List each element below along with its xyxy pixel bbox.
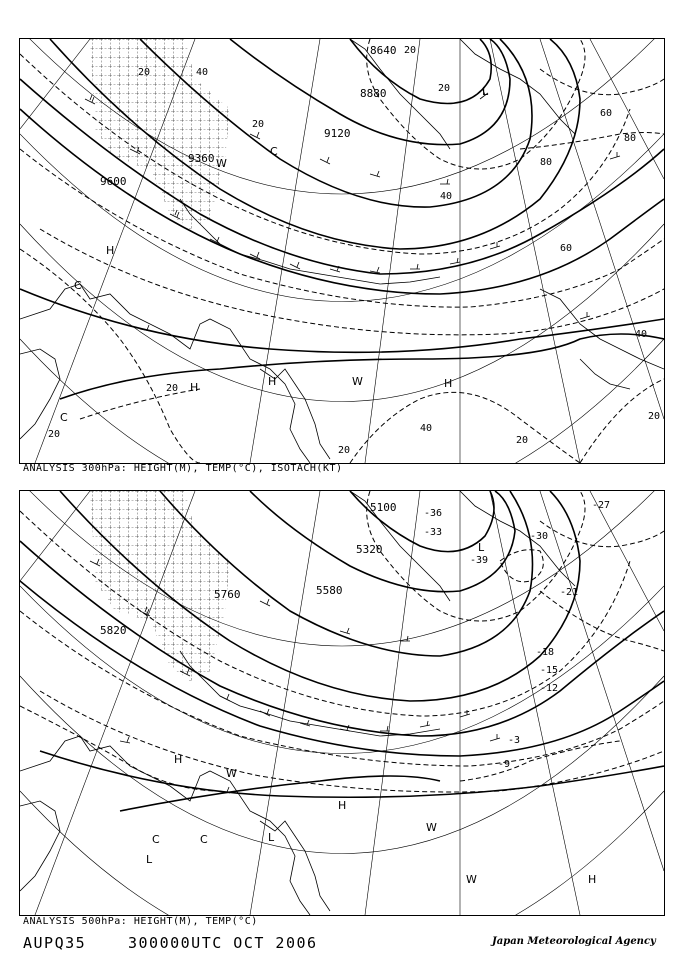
center-marker: C (270, 145, 278, 158)
height-label: 5760 (214, 588, 241, 601)
caption-300hpa: ANALYSIS 300hPa: HEIGHT(M), TEMP(°C), ISOTACH(KT) (23, 463, 343, 474)
height-label: 8880 (360, 87, 387, 100)
temp-label: -3 (508, 735, 521, 746)
isotach-label: 80 (624, 133, 637, 144)
height-label: 5100 (370, 501, 397, 514)
isotach-label: 40 (440, 191, 453, 202)
plateau-hatch (90, 491, 230, 681)
temp-label: -9 (498, 759, 511, 770)
isotach-label: 20 (48, 429, 61, 440)
isotach-label: 40 (196, 67, 209, 78)
center-marker: L (478, 541, 485, 554)
isotach-label: 20 (404, 45, 417, 56)
center-marker: H (268, 375, 277, 388)
center-marker: W (466, 873, 477, 886)
temp-label: -15 (540, 665, 559, 676)
height-label: 9600 (100, 175, 127, 188)
agency-name: Japan Meteorological Agency (492, 936, 656, 947)
chart-id: AUPQ35 (23, 934, 87, 952)
map-500hpa (20, 491, 664, 915)
center-marker: H (444, 377, 453, 390)
center-marker: L (146, 853, 153, 866)
isotach-label: 20 (166, 383, 179, 394)
center-marker: H (338, 799, 347, 812)
center-marker: C (74, 279, 82, 292)
chart-panel-300hpa (19, 38, 665, 464)
isotach-label: 20 (648, 411, 661, 422)
caption-500hpa: ANALYSIS 500hPa: HEIGHT(M), TEMP(°C) (23, 916, 258, 927)
height-label: 5320 (356, 543, 383, 556)
center-marker: L (482, 85, 489, 98)
temp-label: -18 (536, 647, 555, 658)
temperature-labels (424, 500, 610, 770)
center-marker: H (588, 873, 597, 886)
height-label: 5820 (100, 624, 127, 637)
chart-panel-500hpa (19, 490, 665, 916)
temp-label: -27 (592, 500, 611, 511)
map-300hpa (20, 39, 664, 463)
center-marker: H (174, 753, 183, 766)
center-marker: C (60, 411, 68, 424)
valid-time: 300000UTC OCT 2006 (128, 934, 318, 952)
center-marker: H (190, 381, 199, 394)
center-marker: W (226, 767, 237, 780)
isotach-label: 20 (138, 67, 151, 78)
isotach-label: 20 (252, 119, 265, 130)
isotach-label: 60 (560, 243, 573, 254)
isotach-label: 80 (540, 157, 553, 168)
center-marker: H (106, 244, 115, 257)
center-marker: C (200, 833, 208, 846)
temp-label: -36 (424, 508, 443, 519)
isotach-label: 20 (438, 83, 451, 94)
isotach-label: 40 (635, 329, 648, 340)
isotach-label: 60 (600, 108, 613, 119)
temp-label: -33 (424, 527, 443, 538)
temp-label: -21 (560, 587, 579, 598)
height-label: 8640 (370, 44, 397, 57)
center-marker: L (268, 831, 275, 844)
temp-label: -30 (530, 531, 549, 542)
plateau-hatch (90, 39, 230, 229)
center-marker: W (426, 821, 437, 834)
isotach-label: 40 (420, 423, 433, 434)
temp-label: -12 (540, 683, 559, 694)
isotach-label: 20 (516, 435, 529, 446)
isotach-label: 20 (338, 445, 351, 456)
temp-label: -39 (470, 555, 489, 566)
center-marker: C (152, 833, 160, 846)
center-marker: W (216, 157, 227, 170)
height-label: 9360 (188, 152, 215, 165)
height-label: 9120 (324, 127, 351, 140)
center-marker: W (352, 375, 363, 388)
height-label: 5580 (316, 584, 343, 597)
